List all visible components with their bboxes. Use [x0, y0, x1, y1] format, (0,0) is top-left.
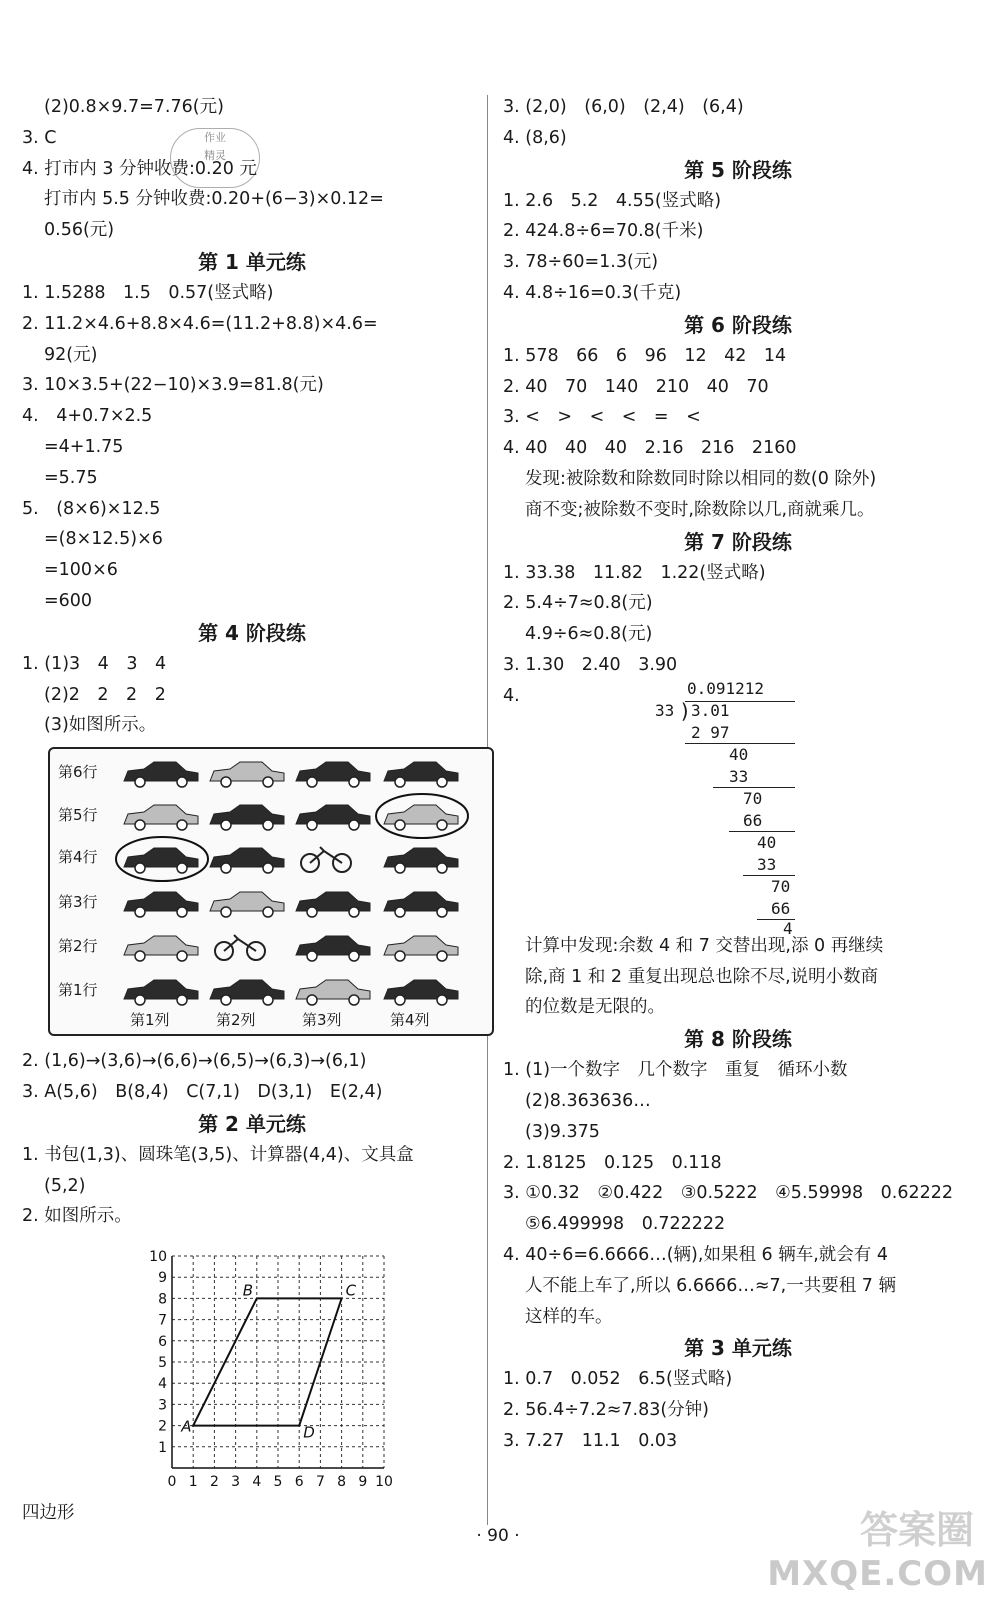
answer-line: 2. (1,6)→(3,6)→(6,6)→(6,5)→(6,3)→(6,1)	[22, 1051, 367, 1072]
answer-line: 除,商 1 和 2 重复出现总也除不尽,说明小数商	[525, 966, 879, 987]
division-step: 40	[757, 832, 777, 852]
x-tick-label: 0	[167, 1474, 177, 1491]
car-wheel-icon	[349, 820, 359, 830]
y-tick-label: 10	[149, 1249, 167, 1266]
answer-line: 2. 56.4÷7.2≈7.83(分钟)	[503, 1400, 710, 1421]
answer-line: 2. 11.2×4.6+8.8×4.6=(11.2+8.8)×4.6=	[22, 313, 378, 334]
answer-line: 2. 40 70 140 210 40 70	[503, 376, 769, 397]
car-wheel-icon	[177, 951, 187, 961]
answer-line: 4. 4+0.7×2.5	[22, 406, 153, 427]
row-label: 第2行	[58, 937, 98, 956]
stamp-text: 作业	[204, 131, 226, 144]
car-icon	[384, 892, 458, 911]
division-rule	[713, 787, 795, 788]
row-label: 第5行	[58, 806, 98, 825]
col-label: 第4列	[390, 1011, 430, 1030]
car-wheel-icon	[349, 995, 359, 1005]
car-wheel-icon	[135, 820, 145, 830]
cars-drawing	[50, 749, 492, 1009]
answer-line: 2. 如图所示。	[22, 1206, 132, 1227]
car-wheel-icon	[437, 863, 447, 873]
answer-line: 1. 578 66 6 96 12 42 14	[503, 345, 787, 366]
division-step: 70	[743, 788, 763, 808]
car-wheel-icon	[349, 951, 359, 961]
y-tick-label: 2	[158, 1418, 167, 1435]
answer-line: 发现:被除数和除数同时除以相同的数(0 除外)	[525, 468, 877, 489]
division-step: 33	[729, 766, 749, 786]
answer-line: (5,2)	[44, 1175, 86, 1196]
answer-line: 3. 10×3.5+(22−10)×3.9=81.8(元)	[22, 375, 324, 396]
answer-line: 1. 2.6 5.2 4.55(竖式略)	[503, 190, 722, 211]
car-icon	[124, 762, 198, 781]
answer-line: 3. (2,0) (6,0) (2,4) (6,4)	[503, 97, 744, 117]
answer-line: (3)9.375	[525, 1121, 600, 1142]
answer-line: 2. 424.8÷6=70.8(千米)	[503, 221, 704, 242]
answer-line: 3. 1.30 2.40 3.90	[503, 654, 678, 675]
car-icon	[296, 936, 370, 955]
car-icon	[124, 980, 198, 999]
car-wheel-icon	[437, 777, 447, 787]
answer-line: ⑤6.499998 0.722222	[525, 1214, 726, 1235]
answer-line: 4. (8,6)	[503, 127, 567, 148]
car-wheel-icon	[395, 951, 405, 961]
x-tick-label: 7	[315, 1474, 325, 1491]
car-wheel-icon	[307, 995, 317, 1005]
car-wheel-icon	[177, 777, 187, 787]
car-icon	[210, 892, 284, 911]
x-tick-label: 10	[375, 1474, 392, 1491]
coordinate-grid-figure	[132, 1236, 392, 1496]
row-label: 第3行	[58, 893, 98, 912]
answer-line: =600	[44, 590, 93, 611]
car-wheel-icon	[395, 777, 405, 787]
section-heading-unit2: 第 2 单元练	[198, 1111, 306, 1136]
car-wheel-icon	[135, 907, 145, 917]
answer-line: 商不变;被除数不变时,除数除以几,商就乘几。	[525, 499, 875, 520]
car-wheel-icon	[177, 820, 187, 830]
answer-line: (2)8.363636…	[525, 1090, 651, 1111]
answer-line: 92(元)	[44, 344, 98, 365]
division-step: 40	[729, 744, 749, 764]
section-heading-unit1: 第 1 单元练	[198, 249, 306, 274]
answer-line: (2)0.8×9.7=7.76(元)	[44, 97, 224, 117]
division-rule	[685, 743, 795, 744]
car-wheel-icon	[437, 907, 447, 917]
answer-line: =5.75	[44, 467, 98, 488]
division-step: 66	[743, 810, 763, 830]
car-wheel-icon	[437, 820, 447, 830]
division-quotient: 0.091212	[687, 678, 765, 698]
page-number: · 90 ·	[476, 1526, 520, 1546]
car-icon	[384, 805, 458, 824]
division-dividend: 3.01	[691, 700, 730, 720]
answer-line: 1. 1.5288 1.5 0.57(竖式略)	[22, 282, 274, 303]
shape-name: 四边形	[22, 1503, 75, 1524]
answer-line: 这样的车。	[525, 1306, 613, 1327]
car-wheel-icon	[221, 820, 231, 830]
row-label: 第6行	[58, 763, 98, 782]
stamp-text: 精灵	[204, 149, 226, 162]
car-wheel-icon	[395, 863, 405, 873]
watermark-text: MXQE.COM	[767, 1554, 988, 1594]
answer-line: 人不能上车了,所以 6.6666…≈7,一共要租 7 辆	[525, 1275, 896, 1296]
answer-line: 1. (1)3 4 3 4	[22, 653, 167, 674]
answer-line: 打市内 5.5 分钟收费:0.20+(6−3)×0.12=	[44, 189, 384, 210]
car-wheel-icon	[135, 777, 145, 787]
col-label: 第2列	[216, 1011, 256, 1030]
division-step: 66	[771, 898, 791, 918]
x-tick-label: 1	[188, 1474, 198, 1491]
cars-figure	[48, 747, 494, 1036]
division-divisor: 33	[655, 700, 675, 720]
answer-line: (2)2 2 2 2	[44, 684, 166, 705]
y-tick-label: 4	[158, 1376, 167, 1393]
car-wheel-icon	[437, 951, 447, 961]
division-step: 70	[771, 876, 791, 896]
answer-line: 0.56(元)	[44, 220, 115, 241]
car-icon	[210, 762, 284, 781]
x-tick-label: 4	[252, 1474, 262, 1491]
car-wheel-icon	[221, 863, 231, 873]
answer-line: 1. 33.38 11.82 1.22(竖式略)	[503, 562, 766, 583]
car-wheel-icon	[221, 777, 231, 787]
answer-line: 3. A(5,6) B(8,4) C(7,1) D(3,1) E(2,4)	[22, 1081, 383, 1102]
car-wheel-icon	[307, 951, 317, 961]
car-icon	[210, 805, 284, 824]
answer-line: 2. 1.8125 0.125 0.118	[503, 1152, 722, 1173]
coordinate-grid	[132, 1236, 392, 1496]
y-tick-label: 3	[158, 1397, 167, 1414]
division-rule	[743, 875, 795, 876]
x-tick-label: 6	[294, 1474, 304, 1491]
car-icon	[296, 980, 370, 999]
car-wheel-icon	[349, 907, 359, 917]
car-icon	[384, 848, 458, 867]
car-icon	[296, 892, 370, 911]
section-heading-stage4: 第 4 阶段练	[198, 620, 306, 645]
answer-line: 3. C	[22, 127, 57, 148]
car-wheel-icon	[221, 907, 231, 917]
y-tick-label: 8	[158, 1291, 167, 1308]
section-heading-stage6: 第 6 阶段练	[684, 312, 792, 337]
division-step: 33	[757, 854, 777, 874]
car-icon	[384, 936, 458, 955]
vertex-label: B	[242, 1281, 254, 1300]
long-division	[633, 678, 833, 938]
car-wheel-icon	[307, 777, 317, 787]
division-rule	[729, 831, 795, 832]
car-icon	[210, 848, 284, 867]
car-wheel-icon	[177, 995, 187, 1005]
left-column	[22, 92, 482, 1529]
answer-line: 4. 打市内 3 分钟收费:0.20 元	[22, 158, 257, 179]
x-tick-label: 9	[358, 1474, 368, 1491]
answer-line: =100×6	[44, 560, 118, 581]
col-label: 第1列	[130, 1011, 170, 1030]
answer-line: 3. 78÷60=1.3(元)	[503, 252, 659, 273]
car-wheel-icon	[395, 907, 405, 917]
answer-line: 4.9÷6≈0.8(元)	[525, 624, 653, 645]
car-icon	[124, 805, 198, 824]
x-tick-label: 5	[273, 1474, 283, 1491]
car-wheel-icon	[307, 907, 317, 917]
car-wheel-icon	[263, 995, 273, 1005]
answer-line: =(8×12.5)×6	[44, 529, 163, 550]
car-wheel-icon	[177, 863, 187, 873]
car-wheel-icon	[395, 995, 405, 1005]
section-heading-unit3: 第 3 单元练	[684, 1336, 792, 1361]
car-icon	[124, 848, 198, 867]
division-remainder: 4	[783, 918, 793, 938]
watermark-logo: 答案圈	[859, 1508, 974, 1552]
car-wheel-icon	[263, 820, 273, 830]
answer-line: 4. 4.8÷16=0.3(千克)	[503, 282, 682, 303]
car-wheel-icon	[263, 777, 273, 787]
section-heading-stage5: 第 5 阶段练	[684, 157, 792, 182]
answer-line: =4+1.75	[44, 436, 124, 457]
car-wheel-icon	[263, 907, 273, 917]
car-icon	[384, 980, 458, 999]
section-heading-stage7: 第 7 阶段练	[684, 529, 792, 554]
x-tick-label: 8	[337, 1474, 347, 1491]
y-tick-label: 1	[158, 1439, 167, 1456]
answer-line: 2. 5.4÷7≈0.8(元)	[503, 593, 653, 614]
answer-line: 5. (8×6)×12.5	[22, 498, 161, 519]
vertex-label: A	[181, 1417, 192, 1436]
y-tick-label: 7	[158, 1312, 167, 1329]
car-wheel-icon	[135, 995, 145, 1005]
car-wheel-icon	[135, 951, 145, 961]
car-wheel-icon	[437, 995, 447, 1005]
answer-line: 4. 40 40 40 2.16 216 2160	[503, 438, 797, 459]
answer-line: (3)如图所示。	[44, 715, 157, 736]
car-icon	[124, 892, 198, 911]
col-label: 第3列	[302, 1011, 342, 1030]
car-icon	[210, 980, 284, 999]
car-icon	[296, 762, 370, 781]
car-wheel-icon	[395, 820, 405, 830]
answer-line: 3. ①0.32 ②0.422 ③0.5222 ④5.59998 0.62222	[503, 1183, 954, 1204]
x-tick-label: 3	[231, 1474, 241, 1491]
row-label: 第4行	[58, 848, 98, 867]
car-wheel-icon	[221, 995, 231, 1005]
right-column: 3. (2,0) (6,0) (2,4) (6,4) 4. (8,6) 第 5 阶段练 1. 2.6 5.2 4.55(竖式略) 2. 424.8÷6=70.8(千米) 3. 78÷60=1.3(元) 4. 4.8÷16=0.3(千克) 第 6 阶段练 1. 578 66 6 96 12 42 14 2. 40 70 140 210 40 70 3. < > < < = < 4. 40 40 40 2.16 216 2160 发现:被除数和除数同时除以相同的数(0 除外) 商不变;被除数不变时,除数除以几,商就乘几。 第 7 阶段练 1. 33.38 11.82 1.22(竖式略) 2. 5.4÷7≈0.8(元) 4.9÷6≈0.8(元) 3. 1.30 2.40 3.90 4. 0.091212 33 ) 3.01 2 97 40 33 70 66 40 33 70 66 4 计算中发现:余数 4 和 7 交替出现,添 0 再继续 除,商 1 和 2 重复出现总也除不尽,说明小数商 的位数是无限的。 第 8 阶段练 1. (1)一个数字 几个数字 重复 循环小数 (2)8.363636… (3)9.375 2. 1.8125 0.125 0.118 3. ①0.32 ②0.422 ③0.5222 ④5.59998 0.62222 ⑤6.499998 0.722222 4. 40÷6=6.6666…(辆),如果租 6 辆车,就会有 4 人不能上车了,所以 6.6666…≈7,一共要租 7 辆 这样的车。 第 3 单元练 1. 0.7 0.052 6.5(竖式略) 2. 56.4÷7.2≈7.83(分钟) 3. 7.27 11.1 0.03	[503, 92, 973, 1457]
division-bracket: )	[679, 698, 692, 723]
section-heading-stage8: 第 8 阶段练	[684, 1027, 792, 1052]
car-wheel-icon	[177, 907, 187, 917]
car-wheel-icon	[263, 863, 273, 873]
car-wheel-icon	[349, 777, 359, 787]
answer-line: 3. < > < < = <	[503, 407, 701, 428]
car-icon	[384, 762, 458, 781]
vertex-label: D	[303, 1423, 315, 1442]
answer-line: 的位数是无限的。	[525, 997, 665, 1018]
division-step: 2 97	[691, 722, 730, 742]
answer-line: 1. 书包(1,3)、圆珠笔(3,5)、计算器(4,4)、文具盒	[22, 1144, 414, 1165]
x-tick-label: 2	[209, 1474, 219, 1491]
answer-line: 3. 7.27 11.1 0.03	[503, 1430, 678, 1451]
car-wheel-icon	[135, 863, 145, 873]
row-label: 第1行	[58, 981, 98, 1000]
answer-line: 计算中发现:余数 4 和 7 交替出现,添 0 再继续	[525, 935, 884, 956]
answer-line: 1. (1)一个数字 几个数字 重复 循环小数	[503, 1060, 848, 1081]
car-icon	[296, 805, 370, 824]
answer-line: 1. 0.7 0.052 6.5(竖式略)	[503, 1369, 733, 1390]
y-tick-label: 5	[158, 1355, 167, 1372]
y-tick-label: 9	[158, 1270, 167, 1287]
answer-line: 4. 40÷6=6.6666…(辆),如果租 6 辆车,就会有 4	[503, 1244, 888, 1265]
car-wheel-icon	[307, 820, 317, 830]
y-tick-label: 6	[158, 1333, 167, 1350]
vertex-label: C	[345, 1281, 357, 1300]
car-icon	[124, 936, 198, 955]
